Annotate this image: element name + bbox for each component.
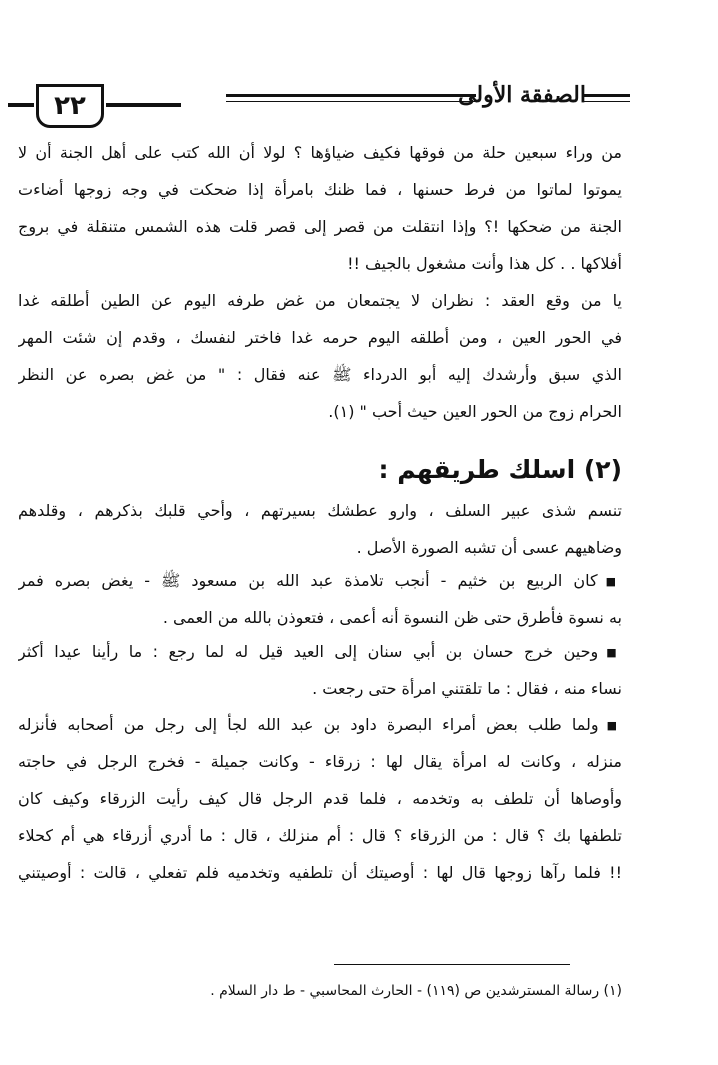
text-line: وضاهيهم عسى أن تشبه الصورة الأصل . [356,538,622,557]
text-line: وحين خرج حسان بن أبي سنان إلى العيد قيل له لما رجع : ما رأينا عيدا أكثر [18,642,599,661]
bullet-icon: ■ [606,646,622,659]
header-rule-middle [226,94,476,102]
section-heading: (٢) اسلك طريقهم : [378,455,622,484]
paragraph-1 [18,134,622,282]
text-line: منزله ، وكانت له امرأة يقال لها : زرقاء - وكانت جميلة - فخرج الرجل في حاجته [18,752,622,771]
text-line: تنسم شذى عبير السلف ، وارو عطشك بسيرتهم ، وأحي قلبك بذكرهم ، وقلدهم [18,501,622,520]
bullet-line [18,562,622,599]
footnote: (١) رسالة المسترشدين ص (١١٩) - الحارث المحاسبي - ط دار السلام . [210,983,622,999]
text-line: في الحور العين ، ومن أطلقه اليوم حرمه غدا فاختر لنفسك ، وقدم إن شئت المهر [18,328,622,347]
bullet-line [18,633,622,670]
text-line: يا من وقع العقد : نظران لا يجتمعان من غض طرفه اليوم عن الطين أطلقه غدا [18,291,622,310]
text-line: تلطفها بك ؟ قال : من الزرقاء ؟ قال : أم منزلك ، قال : ما أدري أزرقاء هي أم كحلاء [18,826,622,845]
text-line: وأوصاها أن تلطف به وتخدمه ، فلما قدم الرجل قال كيف رأيت الزرقاء وكيف كان [18,789,622,808]
section-intro-paragraph [18,492,622,566]
text-line: الحرام زوج من الحور العين حيث أحب " (١). [328,402,622,421]
bullet-item-hassan [18,633,622,707]
bullet-icon: ■ [605,575,622,588]
page-number: ٢٢ [36,84,104,128]
text-line: الجنة من ضحكها !؟ وإذا انتقلت من قصر إلى قصر قلت هذه الشمس متنقلة في بروج [18,217,622,236]
text-line: كان الربيع بن خثيم - أنجب تلامذة عبد الله بن مسعود ﷺ - يغض بصره فمر [18,571,598,590]
footnote-divider [334,964,570,965]
text-line: يموتوا لماتوا من فرط حسنها ، فما ظنك بامرأة إذا ضحكت في وجه زوجها أضاءت [18,180,622,199]
bullet-item-dawud [18,706,622,891]
bullet-item-rabi [18,562,622,636]
text-line: !! فلما رآها زوجها قال لها : أوصيتك أن تلطفيه وتخدميه فلم تفعلي ، قالت : أوصيتني [18,863,622,882]
page-header [8,82,630,132]
bullet-icon: ■ [606,719,622,732]
text-line: أفلاكها . . كل هذا وأنت مشغول بالجيف !! [347,254,622,273]
bullet-line [18,706,622,743]
running-title: الصفقة الأولى [458,82,586,108]
text-line: نساء منه ، فقال : ما تلقتني امرأة حتى رجعت . [312,679,622,698]
text-line: ولما طلب بعض أمراء البصرة داود بن عبد الله لجأ إلى رجل من أصحابه فأنزله [18,715,599,734]
header-rule-left-inner [106,103,181,107]
text-line: من وراء سبعين حلة من فوقها فكيف ضياؤها ؟ لولا أن الله كتب على أهل الجنة أن لا [18,143,622,162]
text-line: به نسوة فأطرق حتى ظن النسوة أنه أعمى ، فتعوذن بالله من العمى . [162,608,622,627]
text-line: الذي سبق وأرشدك إليه أبو الدرداء ﷺ عنه فقال : " من غض بصره عن النظر [18,365,622,384]
header-rule-right [582,94,630,102]
header-rule-left [8,103,34,107]
paragraph-2 [18,282,622,430]
